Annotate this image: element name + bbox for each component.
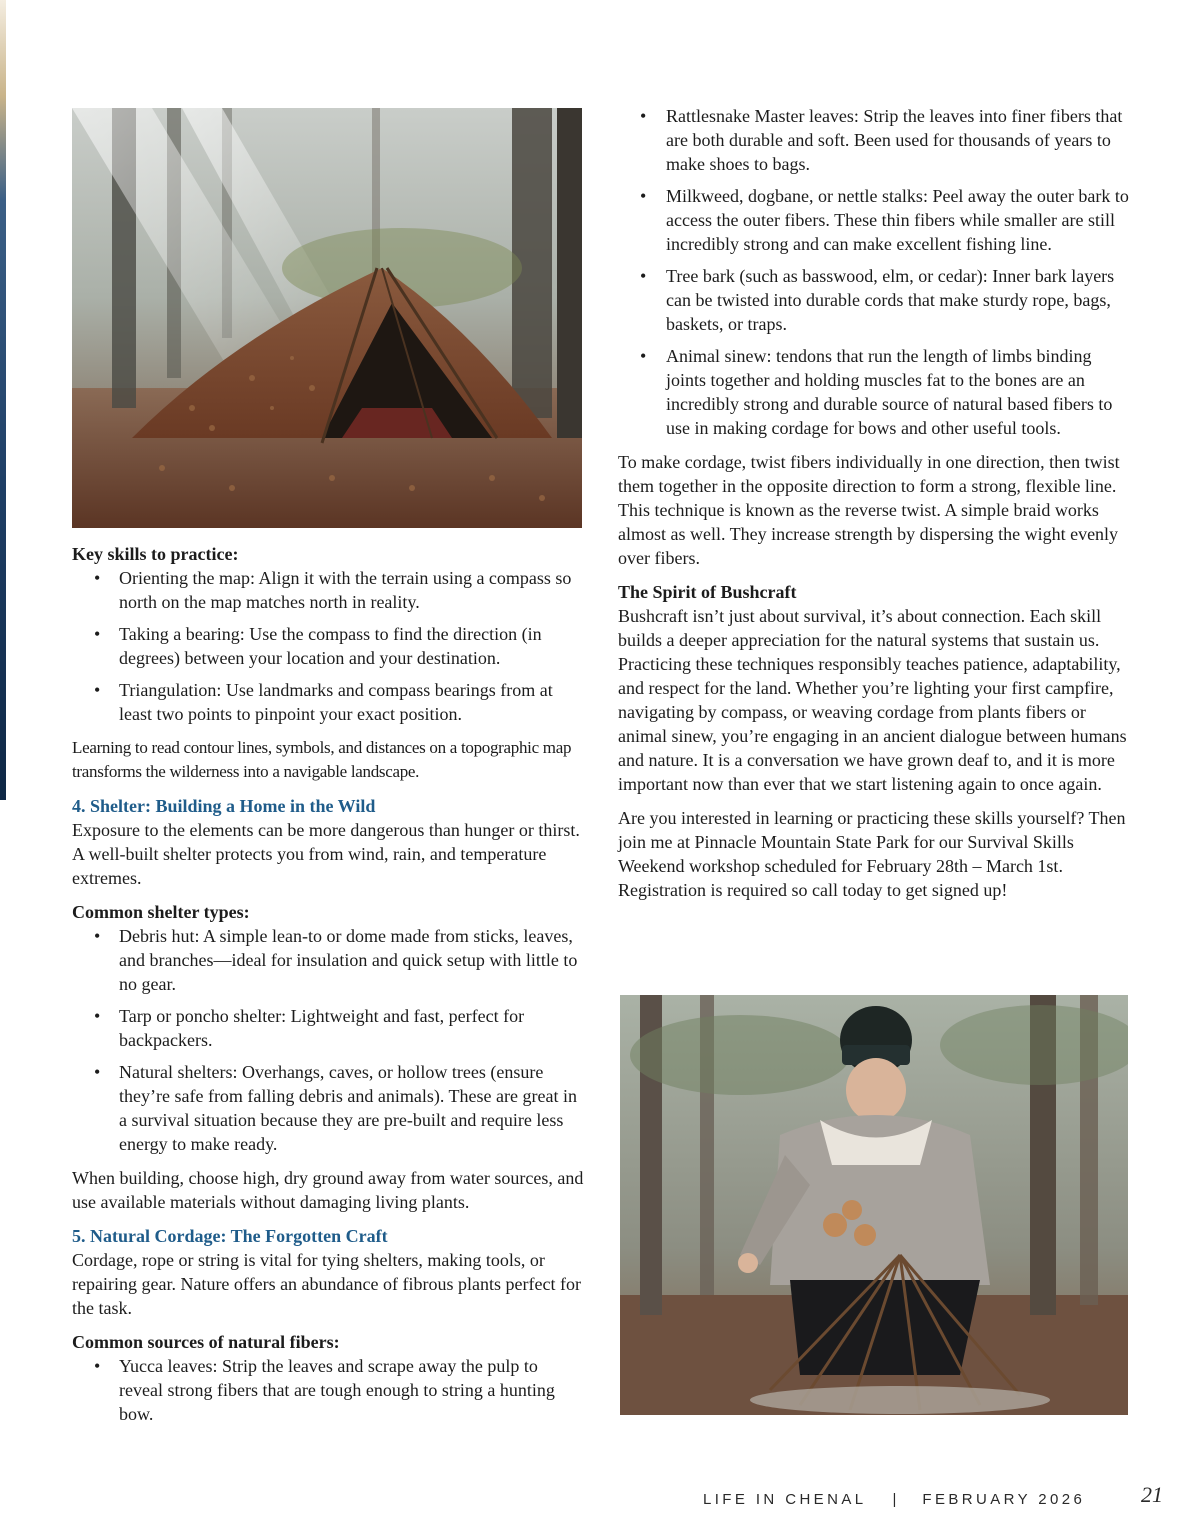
fire-building-photo-illustration [620, 995, 1128, 1415]
key-skills-heading: Key skills to practice: [72, 544, 239, 564]
key-skills-list [72, 566, 584, 726]
list-item: • Orienting the map: Align it with the terrain using a compass so north on the map matches north in reality. [72, 566, 584, 614]
fire-building-photo [620, 995, 1128, 1415]
left-column [72, 108, 584, 1436]
footer [703, 1491, 1085, 1508]
twist-paragraph: To make cordage, twist fibers individually in one direction, then twist them together in the opposite direction to form a strong, flexible line. This technique is known as the reverse twist. A simple braid works almost as well. They increase strength by dispersing the wight evenly over fibers. [618, 452, 1120, 568]
cordage-section-title: 5. Natural Cordage: The Forgotten Craft [72, 1226, 388, 1246]
fiber-sources-list-left [72, 1354, 584, 1426]
shelter-photo [72, 108, 582, 528]
edge-color-strip [0, 0, 6, 800]
magazine-name: LIFE IN CHENAL [703, 1491, 867, 1508]
list-item: • Tarp or poncho shelter: Lightweight and fast, perfect for backpackers. [72, 1004, 584, 1052]
list-item: • Natural shelters: Overhangs, caves, or hollow trees (ensure they’re safe from falling debris and animals). These are great in a survival situation because they are pre-built and require less energy to make ready. [72, 1060, 584, 1156]
list-item: • Tree bark (such as basswood, elm, or cedar): Inner bark layers can be twisted into durable cords that make sturdy rope, bags, baskets, or traps. [618, 264, 1133, 336]
right-column [618, 104, 1133, 912]
shelter-types-list [72, 924, 584, 1156]
list-item: • Milkweed, dogbane, or nettle stalks: Peel away the outer bark to access the outer fibers. These thin fibers while smaller are still incredibly strong and can make excellent fishing line. [618, 184, 1133, 256]
list-item: • Rattlesnake Master leaves: Strip the leaves into finer fibers that are both durable and soft. Been used for thousands of years to make shoes to bags. [618, 104, 1133, 176]
footer-separator: | [892, 1491, 897, 1508]
map-closing-paragraph: Learning to read contour lines, symbols, and distances on a topographic map transforms the wilderness into a navigable landscape. [72, 738, 572, 781]
list-item: • Taking a bearing: Use the compass to find the direction (in degrees) between your location and your destination. [72, 622, 584, 670]
list-item: • Triangulation: Use landmarks and compass bearings from at least two points to pinpoint your exact position. [72, 678, 584, 726]
list-item: • Debris hut: A simple lean-to or dome made from sticks, leaves, and branches—ideal for insulation and quick setup with little to no gear. [72, 924, 584, 996]
shelter-intro: Exposure to the elements can be more dangerous than hunger or thirst. A well-built shelter protects you from wind, rain, and temperature extremes. [72, 820, 580, 888]
invite-paragraph: Are you interested in learning or practicing these skills yourself? Then join me at Pinnacle Mountain State Park for our Survival Skills Weekend workshop scheduled for February 28th – March 1st. Registration is required so call today to get signed up! [618, 808, 1126, 900]
list-item: • Animal sinew: tendons that run the length of limbs binding joints together and holding muscles fat to the bones are an incredibly strong and durable source of natural based fibers to use in making cordage for bows and other useful tools. [618, 344, 1133, 440]
cordage-intro: Cordage, rope or string is vital for tying shelters, making tools, or repairing gear. Nature offers an abundance of fibrous plants perfect for the task. [72, 1250, 581, 1318]
shelter-section-title: 4. Shelter: Building a Home in the Wild [72, 796, 376, 816]
spirit-body: Bushcraft isn’t just about survival, it’s about connection. Each skill builds a deeper appreciation for the natural systems that sustain us. Practicing these techniques responsibly teaches patience, adaptability, and respect for the land. Whether you’re lighting your first campfire, navigating by compass, or weaving cordage from plants fibers or animal sinew, you’re engaging in an ancient dialogue between humans and nature. It is a conversation we have grown deaf to, and it is more important now than ever that we start listening again to once again. [618, 606, 1127, 794]
fiber-sources-heading: Common sources of natural fibers: [72, 1332, 340, 1352]
spirit-section-title: The Spirit of Bushcraft [618, 582, 797, 602]
shelter-types-heading: Common shelter types: [72, 902, 250, 922]
shelter-closing: When building, choose high, dry ground away from water sources, and use available materials without damaging living plants. [72, 1168, 584, 1212]
page-number: 21 [1141, 1482, 1163, 1507]
list-item: • Yucca leaves: Strip the leaves and scrape away the pulp to reveal strong fibers that are tough enough to string a hunting bow. [72, 1354, 584, 1426]
issue-date: FEBRUARY 2026 [922, 1491, 1086, 1508]
shelter-photo-illustration [72, 108, 582, 528]
fiber-sources-list-right [618, 104, 1133, 440]
